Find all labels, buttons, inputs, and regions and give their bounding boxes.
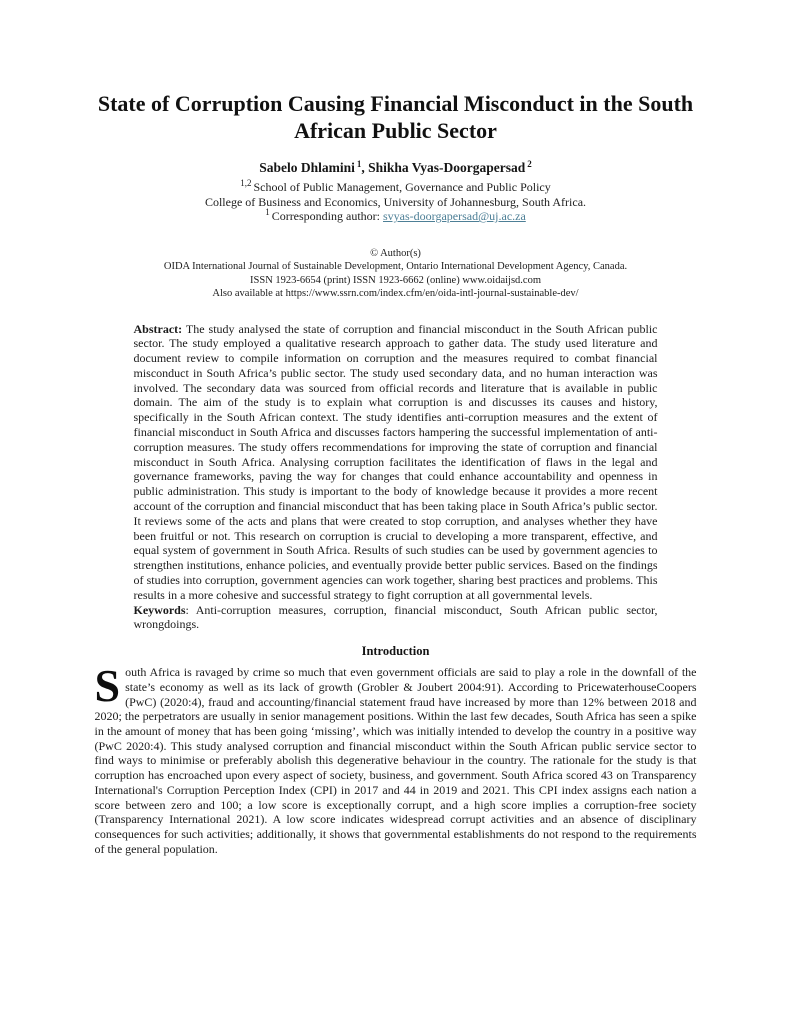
affiliation-text-2: College of Business and Economics, University of Johannesburg, South Africa. <box>204 194 587 209</box>
corresponding-superscript: 1 <box>265 207 270 217</box>
paper-title: State of Corruption Causing Financial Misconduct in the South African Public Sector <box>97 91 694 143</box>
corresponding-label: Corresponding author: <box>271 209 384 223</box>
introduction-heading: Introduction <box>361 644 430 659</box>
corresponding-email-link[interactable]: svyas-doorgapersad@uj.ac.za <box>383 209 526 223</box>
affiliation-line-1 <box>0 180 791 195</box>
abstract-text: The study analysed the state of corruption and financial misconduct in the South African public sector. The study employed a qualitative research approach to gather data. The study used literature and document review to compile information on corruption and the measures required to combat financial misconduct in South Africa’s public sector. The study used secondary data, and no human interaction was involved. The secondary data was sourced from official records and literature that is available in public domain. The aim of the study is to explain what corruption is and discusses its causes and history, specifically in the South African context. The study identifies anti-corruption measures and the extent of financial misconduct in South Africa and discusses factors hampering the successful implementation of anti-corruption measures. The study offers recommendations for improving the state of corruption and financial misconduct in South Africa. Analysing corruption facilitates the identification of flaws in the legal and governance frameworks, paving the way for changes that could enhance accountability and openness in public administration. This study is important to the body of knowledge because it provides a more recent account of the corruption and financial misconduct that has been taking place in South Africa’s public sector. It reviews some of the acts and plans that were created to stop corruption, and analyses whether they have been fruitful or not. This research on corruption is crucial to developing a more transparent, effective, and equal system of government in South Africa. Results of such studies can be used by government agencies to strengthen institutions, enhance policies, and eventually provide better public services. Based on the findings of studies into corruption, government agencies can work together, sharing best practices and problems. This results in a more cohesive and successful strategy to fight corruption at all governmental levels. <box>133 321 658 602</box>
authors-line <box>0 160 791 176</box>
copyright-line: © Author(s) <box>370 247 421 259</box>
journal-line: OIDA International Journal of Sustainable Development, Ontario International Development Agency, Canada. <box>163 261 628 272</box>
keywords-label: Keywords <box>133 602 186 617</box>
abstract-section <box>134 322 658 633</box>
author-superscript-1: 1 <box>356 158 362 169</box>
abstract-label: Abstract: <box>133 321 183 336</box>
corresponding-author-line <box>0 209 791 224</box>
author-superscript-2: 2 <box>527 158 532 169</box>
imprint-block <box>0 247 791 301</box>
issn-line: ISSN 1923-6654 (print) ISSN 1923-6662 (online) www.oidaijsd.com <box>250 274 541 286</box>
introduction-paragraph <box>94 660 697 856</box>
keywords-text: : Anti-corruption measures, corruption, financial misconduct, South African public sector, wrongdoings. <box>133 602 658 632</box>
author-name-1: Sabelo Dhlamini <box>259 160 355 175</box>
authors-separator: , <box>361 160 369 175</box>
introduction-text: outh Africa is ravaged by crime so much that even government officials are said to play a role in the downfall of the state’s economy as well as its lack of growth (Grobler & Joubert 2004:91). According to PricewaterhouseCoopers (PwC) (2020:4), fraud and accounting/financial statement fraud have increased by more than 12% between 2018 and 2020; the perpetrators are usually in senior management positions. Within the last few decades, South Africa has seen a spike in the amount of money that has been going ‘missing’, which was initially intended to develop the country in a positive way (PwC 2020:4). This study analysed corruption and financial misconduct within the South African public service sector to find ways to minimise or preferably abolish this degenerative behaviour in the country. The rationale for the study is that corruption has encroached upon every aspect of society, business, and government. South Africa scored 43 on Transparency International's Corruption Perception Index (CPI) in 2017 and 44 in 2019 and 2021. This CPI index assigns each nation a score between zero and 100; a low score is exceptionally corrupt, and a high score implies a corruption-free society (Transparency International 2021). A low score indicates widespread corrupt activities and an absence of disciplinary consequences for such activities; additionally, it shows that governmental establishments do not respond to the requirements of the general population. <box>94 665 697 856</box>
affiliation-line-2 <box>0 195 791 210</box>
affiliation-superscript: 1,2 <box>240 178 252 188</box>
drop-cap: S <box>94 660 121 712</box>
author-name-2: Shikha Vyas-Doorgapersad <box>368 160 526 175</box>
availability-line: Also available at https://www.ssrn.com/index.cfm/en/oida-intl-journal-sustainable-dev/ <box>212 288 579 299</box>
affiliation-text-1: School of Public Management, Governance and Public Policy <box>253 180 551 194</box>
keywords-paragraph <box>134 603 658 633</box>
abstract-paragraph <box>134 322 658 603</box>
